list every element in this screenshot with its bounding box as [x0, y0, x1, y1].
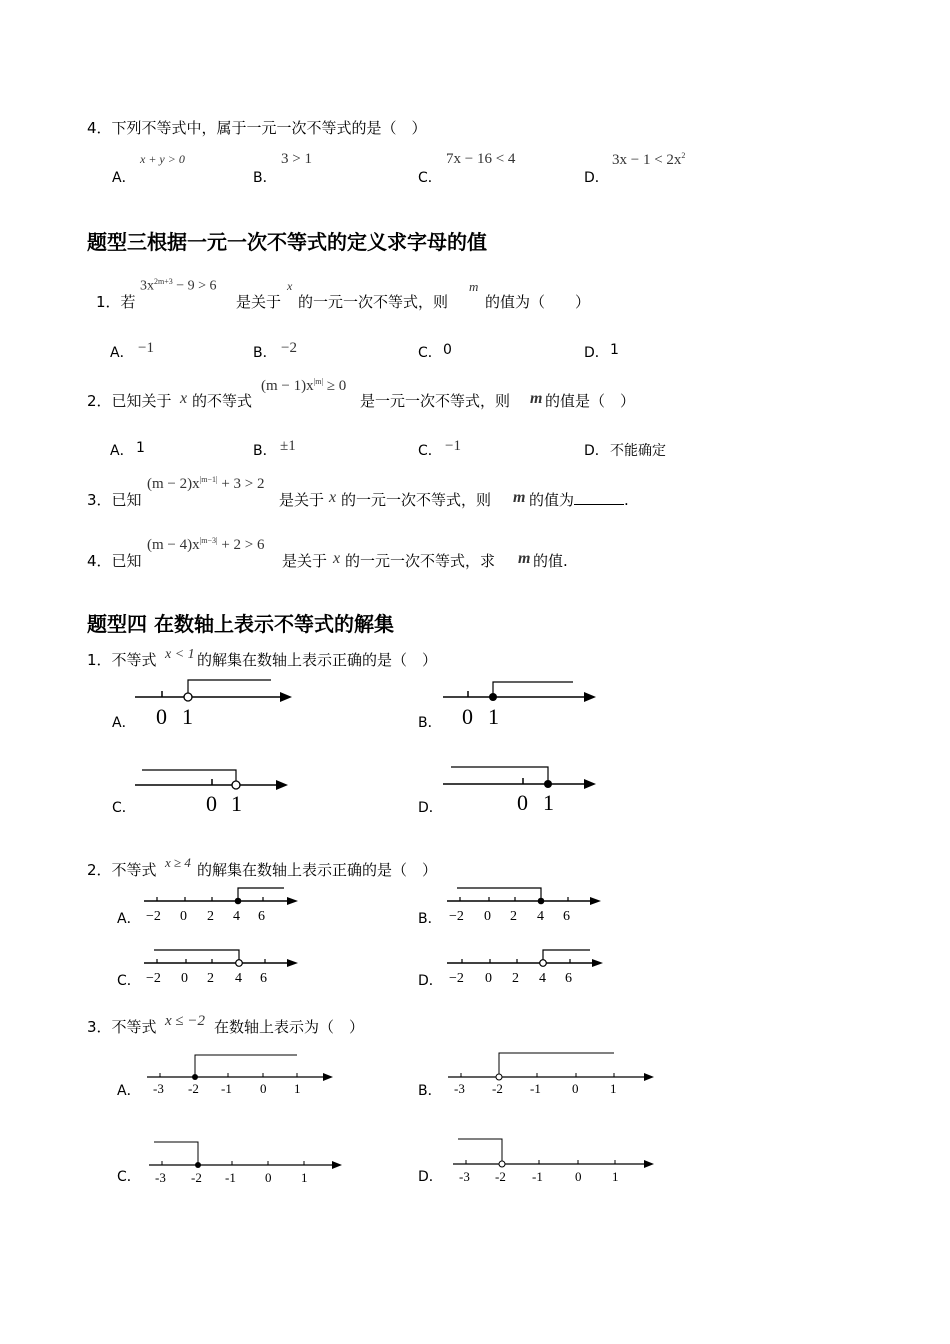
open-dot	[184, 693, 192, 701]
tick-label-1: 1	[543, 790, 554, 815]
axis-arrow	[584, 779, 596, 789]
s3-q2-mid: 的不等式	[192, 392, 253, 410]
tick-label: 2	[207, 909, 214, 924]
tick-label: -3	[454, 1081, 465, 1096]
axis-arrow	[584, 692, 596, 702]
s4-q2-num: 2．不等式	[87, 861, 157, 879]
open-dot	[236, 960, 243, 967]
s3-q3-expr-rest: + 3 > 2	[217, 476, 265, 492]
open-dot	[496, 1074, 502, 1080]
tick-label-0: 0	[156, 704, 167, 729]
tick-label-0: 0	[462, 704, 473, 729]
s4-q2-end: 的解集在数轴上表示正确的是（ ）	[197, 861, 438, 879]
s4-q3-num: 3．不等式	[87, 1018, 157, 1036]
tick-label: 4	[537, 909, 544, 924]
closed-dot	[192, 1074, 198, 1080]
tick-label: 4	[235, 971, 242, 986]
s3-q1-expr	[140, 277, 217, 295]
s3-q2-opt-b-label: B．	[253, 443, 277, 459]
s3-q2-opt-c-math: −1	[445, 438, 461, 454]
s4-q2-label-d: D．	[418, 973, 443, 989]
s3-q2-opt-d-label: D．	[584, 443, 609, 459]
s3-q1-expr-base: 3x	[140, 278, 154, 294]
tick-label-0: 0	[206, 791, 217, 816]
s3-q2-expr-base: (m − 1)x	[261, 378, 314, 394]
tick-label: -1	[530, 1081, 541, 1096]
tick-label: 0	[260, 1081, 267, 1096]
option-c-math: 7x − 16 < 4	[446, 151, 516, 167]
tick-label: −2	[146, 971, 161, 986]
s4-q1-label-c: C．	[112, 800, 136, 816]
tick-label: 0	[575, 1169, 582, 1184]
tick-label: 2	[512, 971, 519, 986]
axis-arrow	[332, 1161, 342, 1169]
s3-q4-expr	[147, 536, 264, 554]
solution-bracket	[457, 888, 541, 901]
tick-label: 2	[207, 971, 214, 986]
s3-q4-x: x	[333, 550, 341, 567]
section-4-title: 题型四 在数轴上表示不等式的解集	[87, 612, 394, 636]
s4-q3-numberline-c[interactable]	[145, 1138, 350, 1190]
axis-arrow	[287, 897, 298, 905]
s3-q4-expr-rest: + 2 > 6	[217, 537, 265, 553]
tick-label: 1	[610, 1081, 617, 1096]
tick-label: 1	[612, 1169, 619, 1184]
axis-arrow	[287, 959, 298, 967]
s3-q3-period: .	[624, 491, 629, 509]
s4-q1-numberline-d[interactable]	[438, 760, 608, 822]
tick-label: 6	[563, 909, 570, 924]
tick-label: 6	[565, 971, 572, 986]
s4-q3-label-c: C．	[117, 1169, 141, 1185]
tick-label: 2	[510, 909, 517, 924]
tick-label-1: 1	[488, 704, 499, 729]
s4-q2-label-c: C．	[117, 973, 141, 989]
closed-dot	[195, 1162, 201, 1168]
s4-q2-numberline-a[interactable]	[140, 883, 305, 925]
solution-bracket	[188, 680, 271, 697]
s3-q1-mid2: 的一元一次不等式，则	[298, 293, 449, 311]
s3-q3-mid2: 的一元一次不等式，则	[341, 491, 492, 509]
s4-q2-numberline-d[interactable]	[443, 945, 608, 987]
s4-q1-numberline-a[interactable]	[130, 674, 300, 734]
s4-q3-numberline-b[interactable]	[444, 1048, 659, 1098]
s3-q1-opt-a-math: −1	[138, 340, 154, 356]
option-c-label: C．	[418, 170, 442, 186]
s3-q1-expr-rest: − 9 > 6	[172, 278, 217, 294]
s3-q2-opt-b-math: ±1	[280, 438, 296, 454]
tick-label: 1	[294, 1081, 301, 1096]
tick-label: 6	[258, 909, 265, 924]
s3-q1-opt-d-label: D．	[584, 345, 609, 361]
s3-q1-mid: 是关于	[236, 293, 282, 311]
s3-q2-opt-a-text: 1	[136, 440, 145, 456]
open-dot	[232, 781, 240, 789]
s4-q1-end: 的解集在数轴上表示正确的是（ ）	[197, 651, 438, 669]
s4-q1-math: x < 1	[165, 647, 195, 662]
solution-bracket	[142, 770, 236, 785]
tick-label: 0	[265, 1170, 272, 1185]
tick-label: -3	[155, 1170, 166, 1185]
s3-q2-expr	[261, 377, 346, 395]
s3-q1-opt-a-label: A．	[110, 345, 134, 361]
closed-dot	[235, 898, 242, 905]
axis-arrow	[276, 780, 288, 790]
tick-label: 0	[180, 909, 187, 924]
tick-label-1: 1	[231, 791, 242, 816]
s3-q3-expr	[147, 475, 264, 493]
tick-label: −2	[449, 971, 464, 986]
s3-q2-end: 的值是（ ）	[545, 392, 636, 410]
s3-q4-mid: 是关于	[282, 552, 328, 570]
s3-q3-num: 3．已知	[87, 491, 142, 509]
s3-q3-end-text: 的值为	[529, 491, 575, 509]
option-b-math: 3 > 1	[281, 151, 312, 167]
s4-q2-label-b: B．	[418, 911, 442, 927]
option-b-label: B．	[253, 170, 277, 186]
s4-q1-num: 1．不等式	[87, 651, 157, 669]
s3-q2-mid2: 是一元一次不等式，则	[360, 392, 511, 410]
s4-q2-math: x ≥ 4	[165, 855, 191, 870]
solution-bracket	[195, 1055, 297, 1077]
axis-arrow	[644, 1160, 654, 1168]
s4-q1-numberline-c[interactable]	[130, 762, 300, 822]
s4-q1-label-d: D．	[418, 800, 443, 816]
s4-q3-end: 在数轴上表示为（ ）	[214, 1018, 365, 1036]
answer-blank[interactable]	[574, 492, 624, 505]
s3-q1-end: 的值为（ ）	[485, 293, 591, 311]
closed-dot	[489, 693, 497, 701]
s3-q3-end	[529, 489, 629, 510]
s3-q3-expr-sup: |m−1|	[199, 475, 218, 484]
s4-q3-numberline-a[interactable]	[143, 1050, 338, 1098]
tick-label: -3	[459, 1169, 470, 1184]
s4-q3-label-b: B．	[418, 1083, 442, 1099]
s3-q4-m: m	[518, 550, 531, 567]
tick-label: −2	[449, 909, 464, 924]
s4-q3-math: x ≤ −2	[165, 1013, 206, 1029]
tick-label: 0	[484, 909, 491, 924]
s3-q4-expr-base: (m − 4)x	[147, 537, 200, 553]
s3-q2-opt-a-label: A．	[110, 443, 134, 459]
option-d-expr: 3x − 1 < 2x	[612, 152, 682, 168]
solution-bracket	[238, 888, 284, 901]
tick-label: 6	[260, 971, 267, 986]
tick-label: −2	[146, 909, 161, 924]
option-a-math: x + y > 0	[140, 152, 185, 166]
s4-q3-numberline-d[interactable]	[449, 1135, 659, 1189]
tick-label-1: 1	[182, 704, 193, 729]
axis-arrow	[644, 1073, 654, 1081]
option-a-label: A．	[112, 170, 136, 186]
s3-q2-x: x	[180, 390, 188, 407]
s3-q4-end: 的值.	[533, 552, 568, 570]
tick-label: -2	[191, 1170, 202, 1185]
s3-q4-mid2: 的一元一次不等式，求	[345, 552, 496, 570]
s3-q1-opt-d-text: 1	[610, 342, 619, 358]
option-d-sup: 2	[681, 151, 686, 160]
section-3-title: 题型三根据一元一次不等式的定义求字母的值	[87, 230, 487, 254]
tick-label: 0	[485, 971, 492, 986]
tick-label-0: 0	[517, 790, 528, 815]
tick-label: 4	[233, 909, 240, 924]
option-d-math	[612, 151, 685, 169]
s4-q1-label-b: B．	[418, 715, 442, 731]
s3-q1-num: 1．若	[96, 293, 136, 311]
axis-arrow	[323, 1073, 333, 1081]
s3-q2-expr-sup: |m|	[313, 377, 324, 386]
axis-arrow	[280, 692, 292, 702]
tick-label: -2	[188, 1081, 199, 1096]
solution-bracket	[154, 950, 239, 963]
s3-q1-opt-c-text: 0	[443, 342, 452, 358]
tick-label: -2	[492, 1081, 503, 1096]
solution-bracket	[493, 682, 573, 697]
solution-bracket	[154, 1142, 198, 1165]
s3-q1-opt-b-label: B．	[253, 345, 277, 361]
solution-bracket	[451, 767, 548, 784]
question-4-stem: 4．下列不等式中，属于一元一次不等式的是（ ）	[87, 119, 427, 137]
s3-q4-expr-sup: |m−3|	[199, 536, 218, 545]
tick-label: 0	[181, 971, 188, 986]
tick-label: 4	[539, 971, 546, 986]
s3-q3-m: m	[513, 489, 526, 506]
s4-q3-label-d: D．	[418, 1169, 443, 1185]
tick-label: 0	[572, 1081, 579, 1096]
s3-q3-x: x	[329, 489, 337, 506]
s4-q1-numberline-b[interactable]	[438, 674, 608, 734]
s4-q1-label-a: A．	[112, 715, 136, 731]
s4-q3-label-a: A．	[117, 1083, 141, 1099]
tick-label: -2	[495, 1169, 506, 1184]
s4-q2-numberline-b[interactable]	[443, 883, 608, 925]
tick-label: -1	[532, 1169, 543, 1184]
closed-dot	[544, 780, 552, 788]
s4-q2-label-a: A．	[117, 911, 141, 927]
axis-arrow	[590, 897, 601, 905]
axis-arrow	[592, 959, 603, 967]
s3-q4-num: 4．已知	[87, 552, 142, 570]
option-d-label: D．	[584, 170, 609, 186]
s3-q2-num: 2．已知关于	[87, 392, 172, 410]
tick-label: -1	[221, 1081, 232, 1096]
s3-q1-expr-sup: 2m+3	[154, 277, 173, 286]
s3-q1-opt-c-label: C．	[418, 345, 442, 361]
open-dot	[499, 1161, 505, 1167]
s3-q2-expr-rest: ≥ 0	[323, 378, 347, 394]
s3-q3-expr-base: (m − 2)x	[147, 476, 200, 492]
s3-q1-opt-b-math: −2	[281, 340, 297, 356]
s3-q2-m: m	[530, 390, 543, 407]
solution-bracket	[543, 950, 590, 963]
solution-bracket	[458, 1139, 502, 1164]
s4-q2-numberline-c[interactable]	[140, 945, 305, 987]
open-dot	[540, 960, 547, 967]
s3-q1-m: m	[469, 279, 479, 294]
s3-q2-opt-c-label: C．	[418, 443, 442, 459]
tick-label: 1	[301, 1170, 308, 1185]
tick-label: -3	[153, 1081, 164, 1096]
s3-q3-mid: 是关于	[279, 491, 325, 509]
solution-bracket	[499, 1053, 614, 1077]
closed-dot	[538, 898, 545, 905]
s3-q1-x: x	[287, 279, 293, 293]
tick-label: -1	[225, 1170, 236, 1185]
s3-q2-opt-d-text: 不能确定	[610, 443, 666, 459]
